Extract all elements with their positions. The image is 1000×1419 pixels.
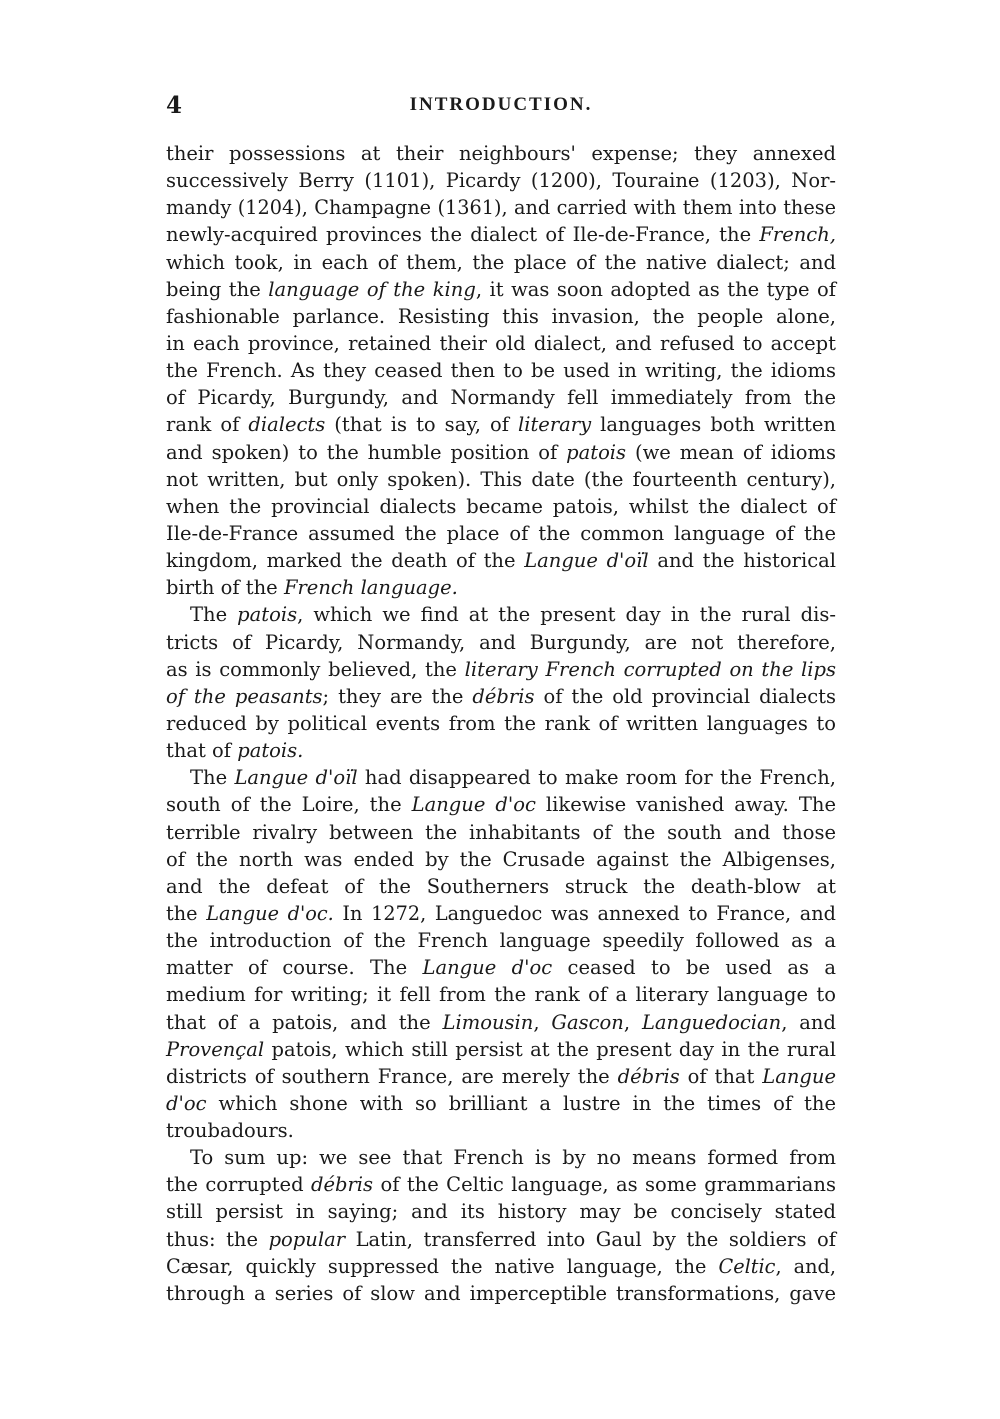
italic-text: literary bbox=[517, 413, 592, 437]
text-line bbox=[166, 1144, 836, 1171]
text-segment: that of a patois, and the bbox=[166, 1010, 443, 1034]
italic-text: popular bbox=[268, 1227, 346, 1251]
text-segment: reduced by political events from the rank of written languages to bbox=[166, 711, 836, 735]
text-segment: birth of the bbox=[166, 576, 284, 600]
text-line bbox=[166, 466, 836, 493]
italic-text: Gascon bbox=[551, 1010, 624, 1034]
page-header bbox=[166, 92, 836, 122]
text-segment: , and bbox=[781, 1010, 836, 1034]
text-line bbox=[166, 411, 836, 438]
text-segment: as is commonly believed, the bbox=[166, 657, 465, 681]
text-line bbox=[166, 1117, 836, 1144]
text-line bbox=[166, 221, 836, 248]
text-segment: (that is to say, of bbox=[325, 413, 518, 437]
text-line bbox=[166, 764, 836, 791]
italic-text: d'oc bbox=[166, 1091, 207, 1115]
text-segment: ceased to be used as a bbox=[552, 956, 836, 980]
text-segment: and the historical bbox=[648, 549, 836, 573]
text-segment: likewise vanished away. The bbox=[535, 793, 836, 817]
text-segment: kingdom, marked the death of the bbox=[166, 549, 525, 573]
italic-text: dialects bbox=[248, 413, 326, 437]
text-line bbox=[166, 384, 836, 411]
text-line bbox=[166, 276, 836, 303]
text-segment: patois, which still persist at the present day in the rural bbox=[264, 1037, 836, 1061]
italic-text: Langue d'oc bbox=[411, 793, 536, 817]
text-line bbox=[166, 1036, 836, 1063]
italic-text: Provençal bbox=[166, 1037, 265, 1061]
text-segment: of the old provincial dialects bbox=[534, 684, 836, 708]
text-line bbox=[166, 846, 836, 873]
text-segment: through a series of slow and imperceptible transformations, gave bbox=[166, 1281, 836, 1305]
text-line bbox=[166, 710, 836, 737]
text-line bbox=[166, 629, 836, 656]
text-line bbox=[166, 791, 836, 818]
text-line bbox=[166, 520, 836, 547]
italic-text: of the peasants bbox=[166, 684, 323, 708]
text-line bbox=[166, 140, 836, 167]
text-segment: the French. As they ceased then to be used in writing, the idioms bbox=[166, 359, 836, 383]
text-segment: which shone with so brilliant a lustre in the times of the bbox=[206, 1091, 836, 1115]
italic-text: French language. bbox=[283, 576, 458, 600]
italic-text: Limousin bbox=[442, 1010, 534, 1034]
italic-text: débris bbox=[310, 1173, 374, 1197]
text-segment: and the defeat of the Southerners struck the death-blow at bbox=[166, 874, 836, 898]
text-segment: being the bbox=[166, 277, 269, 301]
italic-text: French, bbox=[759, 223, 836, 247]
text-segment: ; they are the bbox=[322, 684, 473, 708]
text-segment: the introduction of the French language speedily followed as a bbox=[166, 929, 836, 953]
text-line bbox=[166, 737, 836, 764]
text-line bbox=[166, 873, 836, 900]
text-segment: In 1272, Languedoc was annexed to France, and bbox=[333, 901, 836, 925]
text-segment: , and, bbox=[775, 1254, 836, 1278]
italic-text: Langue d'oïl bbox=[524, 549, 649, 573]
italic-text: débris bbox=[617, 1064, 680, 1088]
text-line bbox=[166, 439, 836, 466]
text-line bbox=[166, 1171, 836, 1198]
italic-text: Langue bbox=[762, 1064, 836, 1088]
text-segment: Latin, transferred into Gaul by the soldiers of bbox=[345, 1227, 836, 1251]
text-segment: districts of southern France, are merely the bbox=[166, 1064, 618, 1088]
running-title: INTRODUCTION. bbox=[409, 94, 593, 115]
text-line bbox=[166, 1009, 836, 1036]
text-line bbox=[166, 1090, 836, 1117]
italic-text: patois bbox=[566, 440, 627, 464]
text-segment: newly-acquired provinces the dialect of Ile-de-France, the bbox=[166, 223, 760, 247]
text-segment: south of the Loire, the bbox=[166, 793, 412, 817]
italic-text: Langue d'oïl bbox=[234, 766, 358, 790]
italic-text: Languedocian bbox=[641, 1010, 782, 1034]
italic-text: language of the king bbox=[268, 277, 476, 301]
text-segment: of Picardy, Burgundy, and Normandy fell immediately from the bbox=[166, 386, 836, 410]
text-segment: To sum up: we see that French is by no means formed from bbox=[190, 1146, 836, 1170]
text-segment: , it was soon adopted as the type of bbox=[475, 277, 836, 301]
italic-text: Celtic bbox=[718, 1254, 776, 1278]
text-segment: terrible rivalry between the inhabitants of the south and those bbox=[166, 820, 836, 844]
text-line bbox=[166, 357, 836, 384]
text-segment: still persist in saying; and its history may be concisely stated bbox=[166, 1200, 836, 1224]
text-segment: successively Berry (1101), Picardy (1200), Touraine (1203), Nor- bbox=[166, 169, 836, 193]
text-segment: had disappeared to make room for the French, bbox=[357, 766, 836, 790]
text-segment: tricts of Picardy, Normandy, and Burgundy, are not therefore, bbox=[166, 630, 836, 654]
text-line bbox=[166, 819, 836, 846]
italic-text: patois. bbox=[237, 739, 304, 763]
italic-text: patois bbox=[237, 603, 298, 627]
text-segment: their possessions at their neighbours' expense; they annexed bbox=[166, 142, 836, 165]
text-segment: in each province, retained their old dialect, and refused to accept bbox=[166, 331, 836, 355]
italic-text: Langue d'oc bbox=[422, 956, 553, 980]
text-segment: Ile-de-France assumed the place of the common language of the bbox=[166, 521, 836, 545]
text-line bbox=[166, 1280, 836, 1307]
text-segment: fashionable parlance. Resisting this invasion, the people alone, bbox=[166, 304, 836, 328]
text-segment: languages both written bbox=[591, 413, 836, 437]
text-line bbox=[166, 954, 836, 981]
text-segment: not written, but only spoken). This date (the fourteenth century), bbox=[166, 467, 836, 491]
text-segment: troubadours. bbox=[166, 1119, 294, 1143]
text-line bbox=[166, 981, 836, 1008]
text-segment: (we mean of idioms bbox=[626, 440, 836, 464]
italic-text: Langue d'oc. bbox=[206, 901, 334, 925]
text-segment: The bbox=[190, 766, 235, 790]
text-line bbox=[166, 194, 836, 221]
text-line bbox=[166, 547, 836, 574]
text-line bbox=[166, 330, 836, 357]
text-line bbox=[166, 1063, 836, 1090]
text-segment: mandy (1204), Champagne (1361), and carried with them into these bbox=[166, 196, 836, 220]
italic-text: débris bbox=[472, 684, 535, 708]
text-segment: matter of course. The bbox=[166, 956, 423, 980]
text-segment: medium for writing; it fell from the rank of a literary language to bbox=[166, 983, 836, 1007]
text-segment: that of bbox=[166, 739, 238, 763]
text-line bbox=[166, 303, 836, 330]
text-segment: and spoken) to the humble position of bbox=[166, 440, 567, 464]
text-line bbox=[166, 683, 836, 710]
text-segment: , bbox=[623, 1010, 642, 1034]
text-line bbox=[166, 574, 836, 601]
page-number: 4 bbox=[166, 92, 183, 119]
text-segment: , which we find at the present day in the rural dis- bbox=[297, 603, 836, 627]
text-line bbox=[166, 601, 836, 628]
text-segment: which took, in each of them, the place of the native dialect; and bbox=[166, 250, 836, 274]
text-line bbox=[166, 1226, 836, 1253]
text-segment: of the north was ended by the Crusade against the Albigenses, bbox=[166, 847, 836, 871]
text-segment: thus: the bbox=[166, 1227, 269, 1251]
text-line bbox=[166, 927, 836, 954]
text-line bbox=[166, 900, 836, 927]
text-line bbox=[166, 493, 836, 520]
text-line bbox=[166, 656, 836, 683]
text-line bbox=[166, 249, 836, 276]
text-segment: the corrupted bbox=[166, 1173, 311, 1197]
text-segment: , bbox=[533, 1010, 552, 1034]
text-segment: when the provincial dialects became patois, whilst the dialect of bbox=[166, 494, 836, 518]
text-segment: the bbox=[166, 901, 207, 925]
text-segment: of the Celtic language, as some grammarians bbox=[373, 1173, 836, 1197]
text-line bbox=[166, 167, 836, 194]
body-text bbox=[166, 140, 836, 1307]
text-line bbox=[166, 1198, 836, 1225]
text-line bbox=[166, 1253, 836, 1280]
text-segment: The bbox=[190, 603, 238, 627]
text-segment: Cæsar, quickly suppressed the native language, the bbox=[166, 1254, 719, 1278]
italic-text: literary French corrupted on the lips bbox=[464, 657, 836, 681]
text-segment: rank of bbox=[166, 413, 249, 437]
text-segment: of that bbox=[679, 1064, 763, 1088]
